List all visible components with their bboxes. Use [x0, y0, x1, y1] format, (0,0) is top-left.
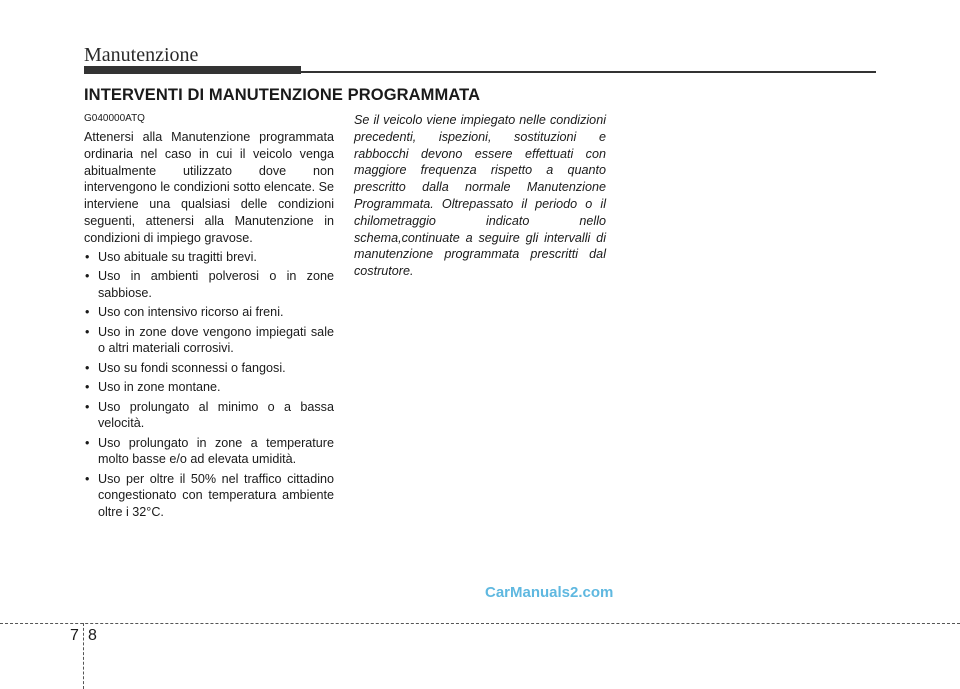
page-number: 8: [88, 627, 97, 644]
watermark-link[interactable]: CarManuals2.com: [485, 584, 614, 601]
bullet-icon: •: [85, 324, 90, 339]
bullet-icon: •: [85, 305, 90, 320]
note-paragraph: Se il veicolo viene impiegato nelle condizioni precedenti, ispezioni, sostituzioni e rabbocchi devono essere effettuati con maggiore frequenza rispetto a quanto prescritto dalla normale Manutenzione Programmata. Oltrepassato il periodo o il chilometraggio indicato nello schema,continuate a seguire gli intervalli di manutenzione programmata prescritti dal costrutore.: [354, 113, 606, 279]
footer-dashed-rule: [0, 623, 960, 624]
list-item-text: Uso in ambienti polverosi o in zone sabbiose.: [98, 269, 334, 300]
list-item: [84, 379, 334, 396]
list-item: [84, 268, 334, 301]
list-item: [84, 360, 334, 377]
bullet-icon: •: [85, 249, 90, 264]
header-rule-thin: [301, 71, 876, 73]
list-item-text: Uso in zone dove vengono impiegati sale o altri materiali corrosivi.: [98, 324, 334, 356]
bullet-icon: •: [85, 435, 90, 450]
section-title: INTERVENTI DI MANUTENZIONE PROGRAMMATA: [84, 86, 481, 104]
header-title: Manutenzione: [84, 44, 199, 66]
header-rule-thick: [84, 66, 301, 74]
list-item-text: Uso in zone montane.: [98, 380, 221, 395]
list-item-text: Uso prolungato in zone a temperature molto basse e/o ad elevata umidità.: [98, 435, 334, 467]
list-item: [84, 324, 334, 357]
list-item: [84, 249, 334, 266]
list-item-text: Uso abituale su tragitti brevi.: [98, 249, 257, 264]
list-item: [84, 435, 334, 468]
list-item: [84, 399, 334, 432]
right-column: [354, 112, 606, 280]
list-item: [84, 304, 334, 321]
bullet-icon: •: [85, 380, 90, 395]
list-item-text: Uso con intensivo ricorso ai freni.: [98, 305, 284, 320]
list-item-text: Uso prolungato al minimo o a bassa velocità.: [98, 399, 334, 431]
bullet-icon: •: [85, 360, 90, 375]
bullet-icon: •: [85, 269, 90, 284]
intro-paragraph: Attenersi alla Manutenzione programmata ordinaria nel caso in cui il veicolo venga abitualmente utilizzato dove non intervengono le condizioni sotto elencate. Se interviene una qualsiasi delle condizioni seguenti, attenersi alla Manutenzione in condizioni di impiego gravose.: [84, 130, 334, 245]
list-item-text: Uso su fondi sconnessi o fangosi.: [98, 360, 286, 375]
section-code: G040000ATQ: [84, 113, 145, 124]
list-item-text: Uso per oltre il 50% nel traffico cittadino congestionato con temperatura ambiente oltre i 32°C.: [98, 471, 334, 519]
left-column: [84, 111, 334, 523]
bullet-icon: •: [85, 399, 90, 414]
conditions-list: [84, 249, 334, 521]
list-item: [84, 471, 334, 521]
chapter-number: 7: [70, 627, 79, 644]
bullet-icon: •: [85, 471, 90, 486]
footer-dashed-divider: [83, 623, 84, 689]
